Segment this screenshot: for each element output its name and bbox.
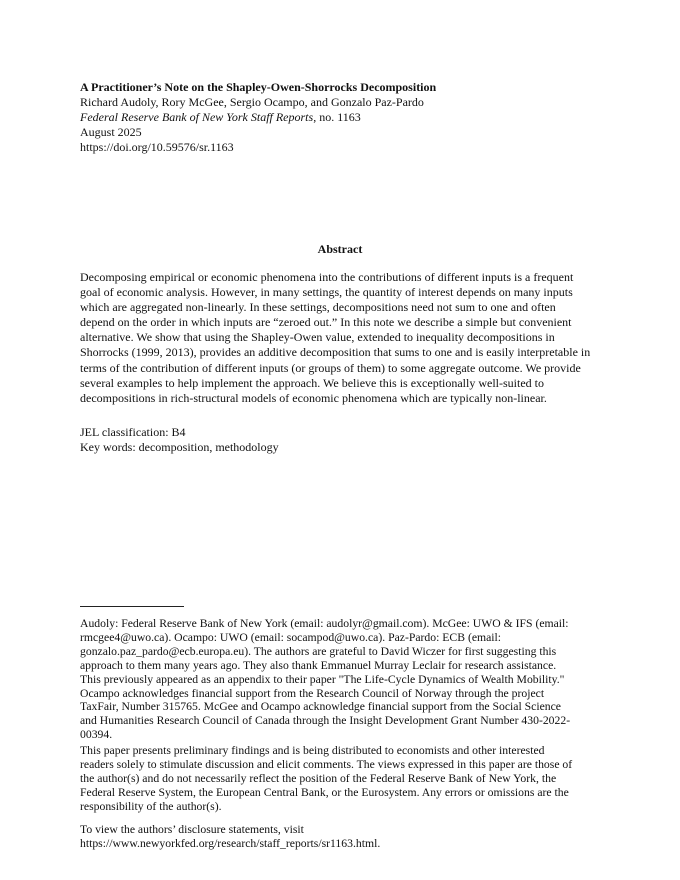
abstract-line: which are aggregated non-linearly. In these settings, decompositions need not sum to one and often [80,300,556,315]
doi-link[interactable]: https://doi.org/10.59576/sr.1163 [80,140,234,154]
paper-header [80,80,600,155]
jel-classification: JEL classification: B4 [80,425,186,439]
footnote-disclosure [80,823,600,851]
abstract-line: alternative. We show that using the Shapley-Owen value, extended to inequality decompositions in [80,330,555,345]
footnote-line: 00394. [80,728,113,742]
series-line [80,110,600,125]
disclosure-line: To view the authors’ disclosure statements, visit [80,823,304,836]
abstract-line: goal of economic analysis. However, in many settings, the quantity of interest depends on many inputs [80,285,573,300]
disclaimer-line: readers solely to stimulate discussion and elicit comments. The views expressed in this paper are those of [80,757,573,771]
abstract-line: several examples to help implement the approach. We believe this is exceptionally well-suited to [80,375,545,390]
footnote-line: rmcgee4@uwo.ca). Ocampo: UWO (email: socampod@uwo.ca). Paz-Pardo: ECB (email: [80,630,502,644]
footnote-line: Ocampo acknowledges financial support from the Research Council of Norway through the project [80,686,545,700]
paper-authors: Richard Audoly, Rory McGee, Sergio Ocampo, and Gonzalo Paz-Pardo [80,95,424,109]
footnote-disclaimer [80,744,600,814]
footnote-divider [80,606,184,607]
footnote-line: Audoly: Federal Reserve Bank of New York (email: audolyr@gmail.com). McGee: UWO & IFS (email: [80,617,569,630]
publication-date: August 2025 [80,125,142,139]
disclaimer-line: This paper presents preliminary findings and is being distributed to economists and other interested [80,744,545,757]
footnote-line: and Humanities Research Council of Canada through the Insight Development Grant Number 430-2022- [80,714,571,728]
abstract-line: depend on the order in which inputs are “zeroed out.” In this note we describe a simple but convenient [80,315,572,330]
disclaimer-line: Federal Reserve System, the European Central Bank, or the Eurosystem. Any errors or omissions are the [80,785,569,799]
footnote-line: approach to them many years ago. They also thank Emmanuel Murray Leclair for research assistance. [80,658,557,672]
series-name: Federal Reserve Bank of New York Staff Reports [80,110,314,124]
footnote-line: gonzalo.paz_pardo@ecb.europa.eu). The authors are grateful to David Wiczer for first suggesting this [80,644,557,658]
abstract-body [80,270,600,406]
abstract-line: Decomposing empirical or economic phenomena into the contributions of different inputs is a frequent [80,270,574,284]
keywords: Key words: decomposition, methodology [80,440,279,454]
disclaimer-line: the author(s) and do not necessarily reflect the position of the Federal Reserve Bank of New York, the [80,771,557,785]
footnote-affiliations [80,617,600,742]
classification-block [80,425,600,455]
series-number: , no. 1163 [313,110,361,124]
disclaimer-line: responsibility of the author(s). [80,799,222,813]
abstract-line: Shorrocks (1999, 2013), provides an additive decomposition that sums to one and is easily interpretable in [80,345,591,360]
paper-title: A Practitioner’s Note on the Shapley-Owen-Shorrocks Decomposition [80,80,437,94]
abstract-line: decompositions in rich-structural models of economic phenomena which are typically non-linear. [80,390,547,405]
disclosure-url[interactable]: https://www.newyorkfed.org/research/staff_reports/sr1163.html. [80,836,381,850]
footnote-line: This previously appeared as an appendix to their paper "The Life-Cycle Dynamics of Wealth Mobility." [80,672,565,686]
abstract-line: terms of the contribution of different inputs (or groups of them) to some aggregate outcome. We provide [80,360,581,375]
footnote-line: TaxFair, Number 315765. McGee and Ocampo acknowledge financial support from the Social Science [80,700,561,714]
abstract-heading: Abstract [317,242,363,256]
